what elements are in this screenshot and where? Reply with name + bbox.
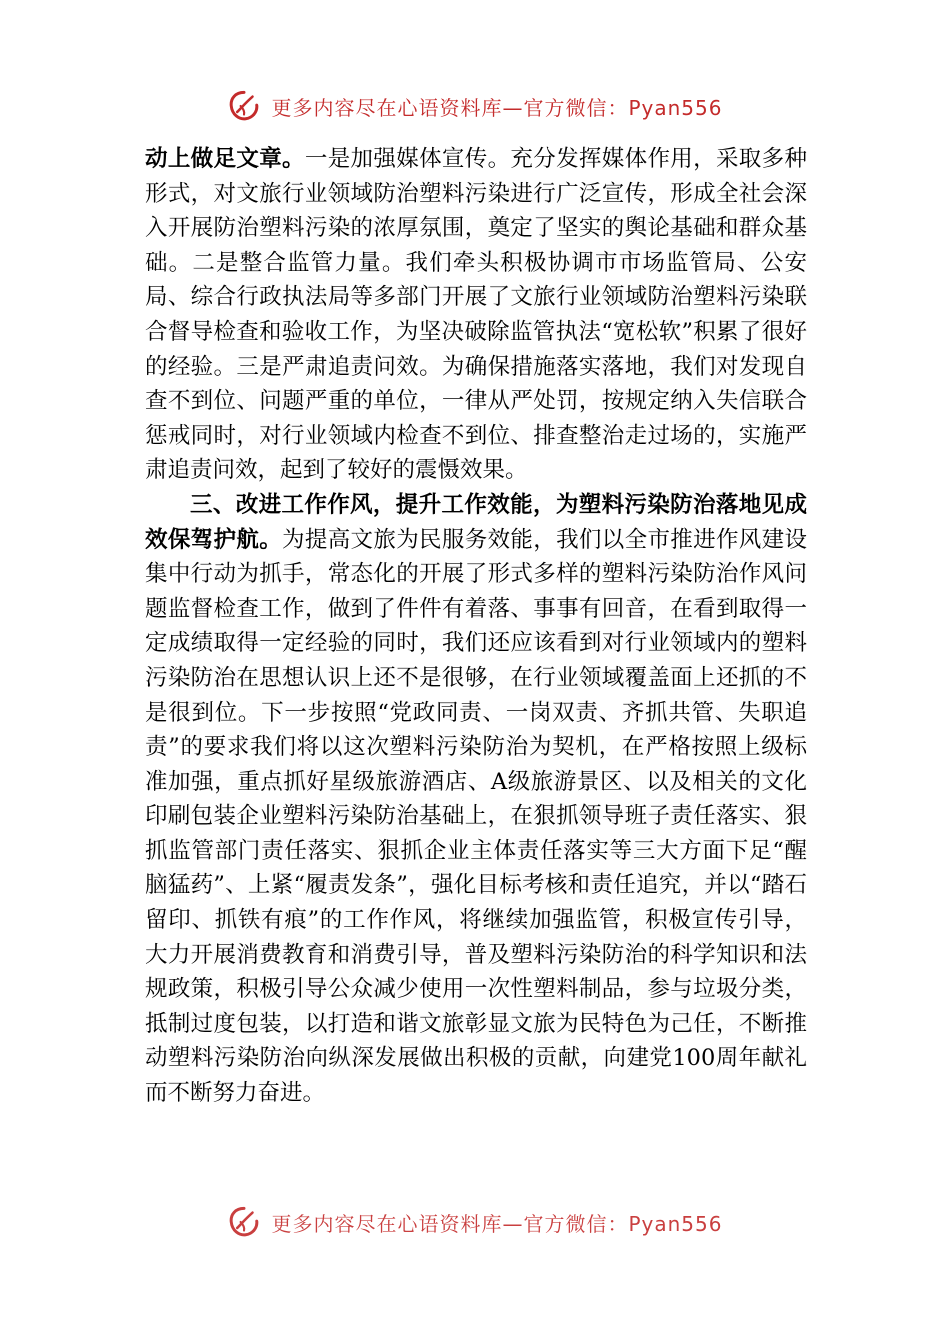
paragraph-lead: 动上做足文章。 <box>145 146 305 172</box>
paragraph-2 <box>145 488 807 1111</box>
watermark-text: 更多内容尽在心语资料库—官方微信：Pyan556 <box>271 1211 723 1236</box>
red-brush-logo-icon <box>227 89 261 123</box>
watermark-text: 更多内容尽在心语资料库—官方微信：Pyan556 <box>271 95 723 120</box>
section-heading: 三、改进工作作风，提升工作效能，为塑料污染防治落地见成效保驾护航。 <box>145 491 807 553</box>
paragraph-text: 一是加强媒体宣传。充分发挥媒体作用，采取多种形式，对文旅行业领域防治塑料污染进行广泛宣传，形成全社会深入开展防治塑料污染的浓厚氛围，奠定了坚实的舆论基础和群众基础。二是整合监管力量。我们牵头积极协调市市场监管局、公安局、综合行政执法局等多部门开展了文旅行业领域防治塑料污染联合督导检查和验收工作，为坚决破除监管执法“宽松软”积累了很好的经验。三是严肃追责问效。为确保措施落实落地，我们对发现自查不到位、问题严重的单位，一律从严处罚，按规定纳入失信联合惩戒同时，对行业领域内检查不到位、排查整治走过场的，实施严肃追责问效，起到了较好的震慑效果。 <box>145 146 807 484</box>
red-brush-logo-icon <box>227 1205 261 1239</box>
paragraph-text: 为提高文旅为民服务效能，我们以全市推进作风建设集中行动为抓手，常态化的开展了形式多样的塑料污染防治作风问题监督检查工作，做到了件件有着落、事事有回音，在看到取得一定成绩取得一定经验的同时，我们还应该看到对行业领域内的塑料污染防治在思想认识上还不是很够，在行业领域覆盖面上还抓的不是很到位。下一步按照“党政同责、一岗双责、齐抓共管、失职追责”的要求我们将以这次塑料污染防治为契机，在严格按照上级标准加强，重点抓好星级旅游酒店、A级旅游景区、以及相关的文化印刷包装企业塑料污染防治基础上，在狠抓领导班子责任落实、狠抓监管部门责任落实、狠抓企业主体责任落实等三大方面下足“醒脑猛药”、上紧“履责发条”，强化目标考核和责任追究，并以“踏石留印、抓铁有痕”的工作作风，将继续加强监管，积极宣传引导，大力开展消费教育和消费引导，普及塑料污染防治的科学知识和法规政策，积极引导公众减少使用一次性塑料制品，参与垃圾分类，抵制过度包装，以打造和谐文旅彰显文旅为民特色为己任，不断推动塑料污染防治向纵深发展做出积极的贡献，向建党100周年献礼而不断努力奋进。 <box>145 526 807 1107</box>
footer-watermark <box>0 1202 950 1242</box>
body-text <box>145 142 807 1111</box>
header-watermark <box>0 86 950 126</box>
paragraph-1 <box>145 142 807 488</box>
